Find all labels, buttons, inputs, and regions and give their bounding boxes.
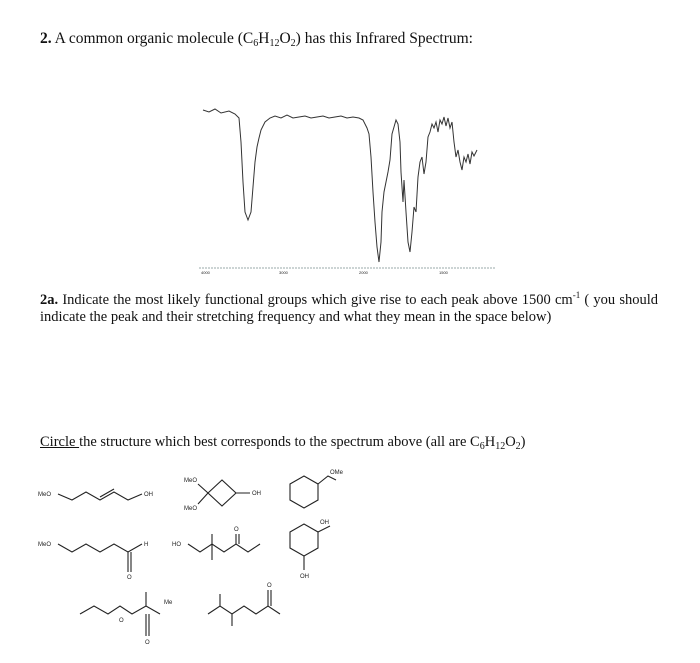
formula-sub-c: 6 xyxy=(479,441,485,452)
x-tick-label: 3000 xyxy=(279,270,288,275)
formula-sub-o: 2 xyxy=(290,38,296,49)
label-s4-h: H xyxy=(144,542,149,548)
structure-2-ring xyxy=(208,480,236,506)
formula-h: H xyxy=(484,434,496,450)
structure-labels xyxy=(38,470,344,646)
part-a-text-after: ( you should indicate the peak and their stretching frequency and what they mean in the space below) xyxy=(40,292,659,325)
structure-7-branches xyxy=(146,592,149,636)
formula-sub-h: 12 xyxy=(495,441,506,452)
structure-4-carbonyl xyxy=(128,552,131,572)
structure-6[interactable] xyxy=(290,524,330,570)
label-s1-oh: OH xyxy=(144,492,153,498)
ir-spectrum xyxy=(195,62,505,277)
circle-question xyxy=(40,434,526,451)
spectrum-background xyxy=(195,62,505,277)
label-s4-meo: MeO xyxy=(38,542,52,548)
label-s2-meo-bottom: MeO xyxy=(184,506,198,512)
structure-4[interactable] xyxy=(58,544,142,572)
formula-sub-c: 6 xyxy=(253,38,259,49)
part-a-prompt xyxy=(40,292,658,326)
label-s1-meo: MeO xyxy=(38,492,52,498)
formula-sub-o: 2 xyxy=(515,441,521,452)
label-s4-o: O xyxy=(127,575,132,581)
structure-7[interactable] xyxy=(80,592,160,636)
label-s6-oh-top: OH xyxy=(320,520,329,526)
structure-1[interactable] xyxy=(58,489,142,500)
structure-choices xyxy=(0,460,700,663)
structure-1-bonds xyxy=(58,492,142,500)
question-heading xyxy=(40,30,473,48)
part-a-label: 2a. xyxy=(40,292,59,308)
structure-3[interactable] xyxy=(290,476,336,508)
circle-word: Circle xyxy=(40,434,80,450)
question-text-before: A common organic molecule (C xyxy=(54,30,254,47)
structure-8-bonds xyxy=(208,606,280,614)
label-s2-oh: OH xyxy=(252,491,261,497)
label-s7-o: O xyxy=(145,640,150,646)
structure-2-substituents xyxy=(198,484,250,504)
formula-sub-h: 12 xyxy=(269,38,280,49)
structure-3-side-chain xyxy=(318,476,336,484)
circle-text-before: the structure which best corresponds to the spectrum above (all are C xyxy=(79,434,480,450)
x-tick-label: 2000 xyxy=(359,270,368,275)
structure-5[interactable] xyxy=(188,534,260,560)
label-s3-ome: OMe xyxy=(330,470,344,476)
structure-8[interactable] xyxy=(208,590,280,626)
label-s5-o: O xyxy=(234,527,239,533)
structure-2[interactable] xyxy=(198,480,250,506)
structure-6-ring xyxy=(290,524,318,556)
part-a-superscript: -1 xyxy=(572,290,581,300)
label-s6-oh-bottom: OH xyxy=(300,574,309,580)
formula-h: H xyxy=(258,30,270,47)
question-number: 2. xyxy=(40,30,52,47)
x-tick-label: 4000 xyxy=(201,270,210,275)
formula-o: O xyxy=(505,434,516,450)
label-s7-o-ether: O xyxy=(119,618,124,624)
question-text-after: ) has this Infrared Spectrum: xyxy=(295,30,473,47)
x-tick-label: 1500 xyxy=(439,270,448,275)
structure-5-bonds xyxy=(188,544,260,552)
structure-7-bonds xyxy=(80,606,160,614)
circle-text-after: ) xyxy=(520,434,526,450)
label-s5-ho: HO xyxy=(172,542,181,548)
label-s7-me: Me xyxy=(164,600,173,606)
label-s2-meo-top: MeO xyxy=(184,478,198,484)
label-s8-o: O xyxy=(267,583,272,589)
structure-8-branches xyxy=(220,590,271,626)
part-a-text-before: Indicate the most likely functional groups which give rise to each peak above 1500 cm xyxy=(62,292,573,308)
formula-o: O xyxy=(279,30,291,47)
structure-4-bonds xyxy=(58,544,142,552)
structure-3-ring xyxy=(290,476,318,508)
